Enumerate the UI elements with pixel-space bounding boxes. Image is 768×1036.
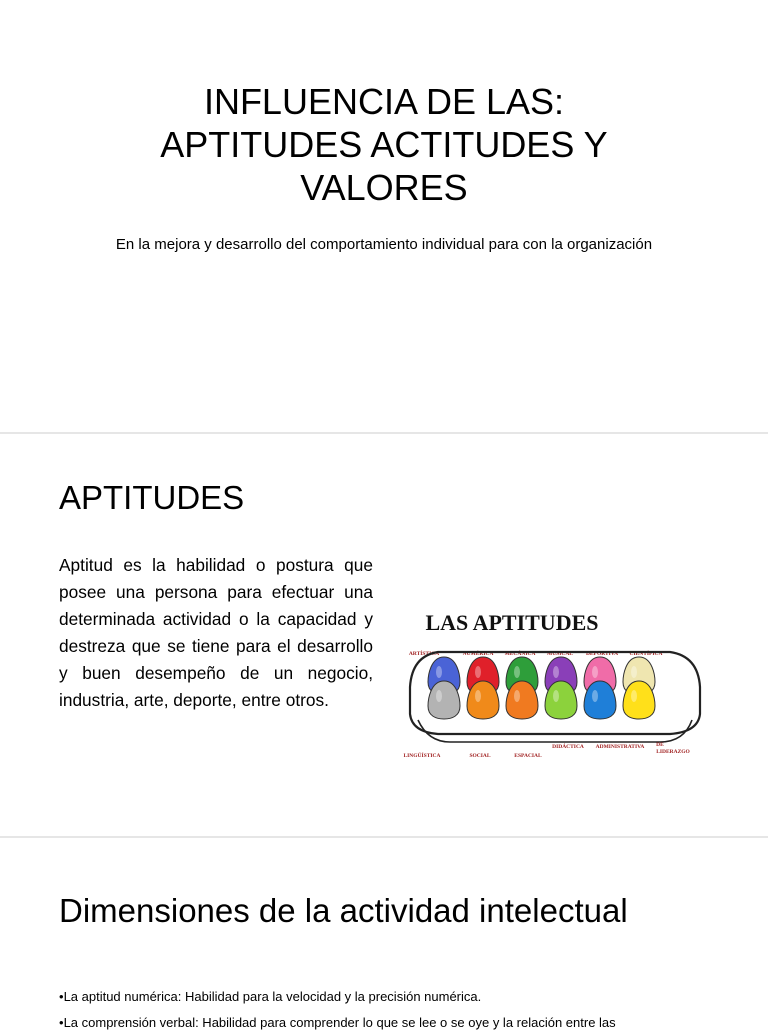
egg-highlight	[436, 690, 442, 702]
slide-title	[60, 80, 708, 209]
aptitude-label: ARTÍSTICA	[408, 651, 440, 657]
egg-bottom-5	[584, 681, 616, 719]
aptitude-label: DIDÁCTICA	[552, 744, 584, 750]
egg-highlight	[592, 666, 598, 678]
image-title: LAS APTITUDES	[425, 610, 599, 635]
egg-highlight	[436, 666, 442, 678]
egg-highlight	[631, 690, 637, 702]
egg-carton-image	[398, 592, 712, 778]
title-line: VALORES	[300, 167, 468, 208]
egg-highlight	[553, 690, 559, 702]
aptitude-label: CIENTÍFICA	[629, 651, 663, 657]
section-heading: APTITUDES	[59, 479, 245, 516]
dimension-list	[59, 984, 719, 1036]
aptitude-label: ESPACIAL	[514, 753, 542, 759]
egg-highlight	[592, 690, 598, 702]
list-item: • La comprensión verbal: Habilidad para comprender lo que se lee o se oye y la relación entre las	[59, 1010, 719, 1036]
aptitude-definition: Aptitud es la habilidad o postura que posee una persona para efectuar una determinada actividad o la capacidad y destreza que se tiene para el desarrollo y buen desempeño de un negocio, industria, arte, deporte, entre otros.	[59, 555, 373, 710]
aptitude-label: MUSICAL	[547, 651, 573, 657]
egg-bottom-2	[467, 681, 499, 719]
egg-highlight	[553, 666, 559, 678]
carton-base	[418, 720, 692, 742]
slide-subtitle: En la mejora y desarrollo del comportamiento individual para con la organización	[115, 236, 653, 253]
egg-bottom-3	[506, 681, 538, 719]
aptitude-label: LINGÜÍSTICA	[403, 753, 441, 759]
aptitude-label: DEPORTIVA	[585, 651, 619, 657]
egg-bottom-1	[428, 681, 460, 719]
egg-highlight	[475, 666, 481, 678]
egg-highlight	[514, 690, 520, 702]
aptitude-label: DE	[656, 742, 664, 748]
title-slide	[0, 0, 768, 432]
list-item: • La aptitud numérica: Habilidad para la velocidad y la precisión numérica.	[59, 984, 719, 1010]
aptitudes-illustration	[398, 592, 712, 778]
section-heading: Dimensiones de la actividad intelectual	[59, 892, 628, 929]
egg-bottom-6	[623, 681, 655, 719]
egg-highlight	[631, 666, 637, 678]
aptitude-label: NUMÉRICA	[462, 651, 494, 657]
egg-highlight	[514, 666, 520, 678]
egg-highlight	[475, 690, 481, 702]
title-line: INFLUENCIA DE LAS:	[203, 81, 565, 122]
egg-bottom-4	[545, 681, 577, 719]
aptitude-label: LIDERAZGO	[656, 749, 690, 755]
aptitude-label: ADMINISTRATIVA	[595, 744, 645, 750]
aptitude-label: MECÁNICA	[504, 651, 536, 657]
aptitude-label: SOCIAL	[469, 753, 491, 759]
title-line: APTITUDES ACTITUDES Y	[160, 124, 608, 165]
